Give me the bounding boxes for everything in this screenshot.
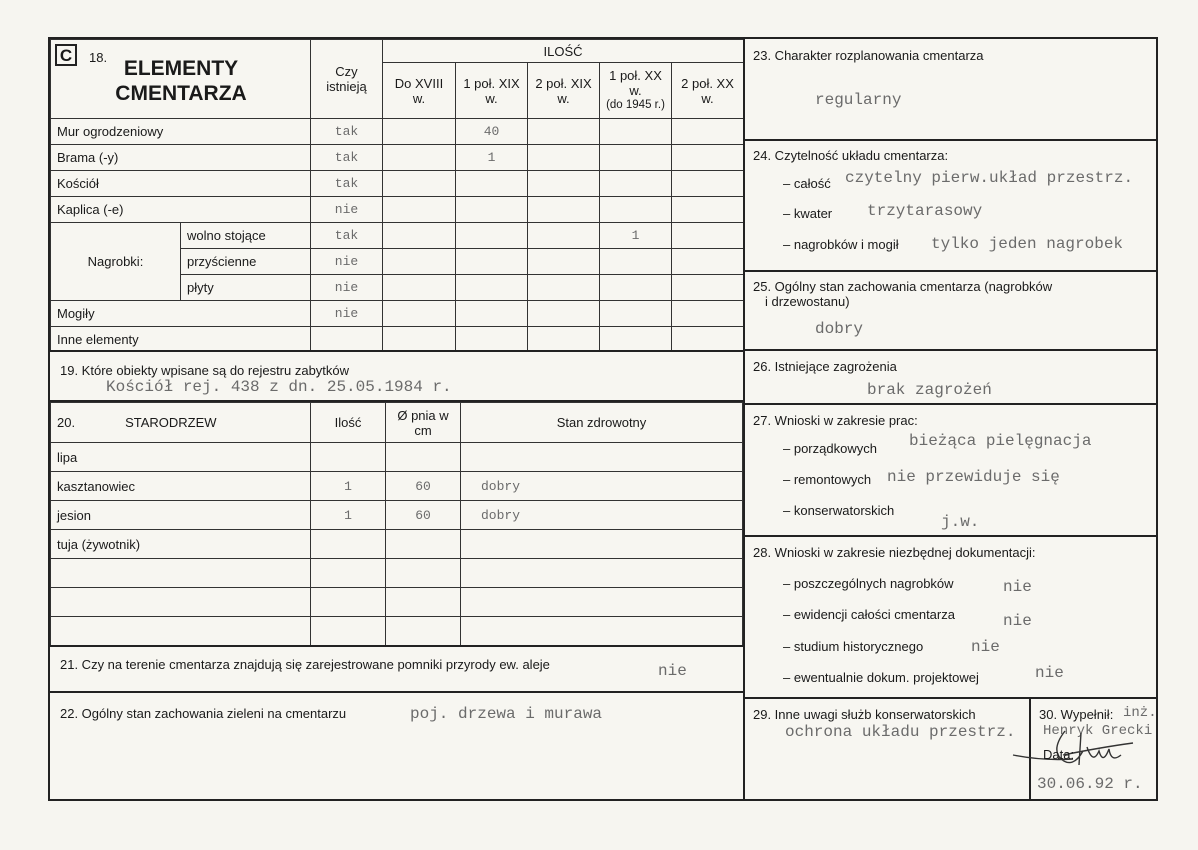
col-health: Stan zdrowotny: [461, 403, 743, 443]
section-24-kwater-label: – kwater: [783, 206, 833, 221]
section-18-title: ELEMENTY CMENTARZA: [115, 57, 247, 105]
tree-count: [311, 443, 386, 472]
element-count: [600, 119, 672, 145]
tree-count: [311, 588, 386, 617]
section-28-item-value: nie: [1003, 578, 1032, 596]
element-row: [51, 327, 744, 353]
section-19-registry: [48, 350, 745, 402]
element-count: [528, 145, 600, 171]
element-row: [51, 301, 744, 327]
section-25-label-2: i drzewostanu): [765, 294, 850, 309]
section-27-remontowych-value: nie przewiduje się: [887, 468, 1060, 486]
element-count: [383, 249, 456, 275]
tree-health: [461, 588, 743, 617]
element-label: Kaplica (-e): [51, 197, 311, 223]
period-2pol-xx: 2 poł. XX w.: [672, 63, 744, 119]
section-24-kwater-value: trzytarasowy: [867, 202, 983, 220]
section-27-remontowych-label: – remontowych: [783, 472, 872, 487]
element-exists: tak: [311, 145, 383, 171]
section-letter-c: C: [55, 44, 77, 66]
section-28-item-value: nie: [1003, 612, 1032, 630]
element-count: [672, 301, 744, 327]
tree-name: [51, 588, 311, 617]
period-do-xviii: Do XVIII w.: [383, 63, 456, 119]
element-count: [456, 249, 528, 275]
trees-table: [50, 402, 743, 646]
element-count: [672, 119, 744, 145]
element-label: przyścienne: [181, 249, 311, 275]
col-trunk-diameter: Ø pnia w cm: [386, 403, 461, 443]
element-count: [383, 197, 456, 223]
section-25-value: dobry: [815, 320, 864, 338]
divider: [745, 270, 1156, 272]
section-24-nagrobkow-label: – nagrobków i mogił: [783, 237, 899, 252]
element-exists: nie: [311, 197, 383, 223]
divider: [745, 349, 1156, 351]
right-column: [743, 37, 1158, 801]
tree-diameter: [386, 530, 461, 559]
section-19-label: 19. Które obiekty wpisane są do rejestru zabytków: [60, 363, 350, 378]
tree-row: [51, 588, 743, 617]
section-21-label: 21. Czy na terenie cmentarza znajdują się zarejestrowane pomniki przyrody ew. aleje: [60, 657, 550, 672]
section-28-item-label: – studium historycznego: [783, 639, 924, 654]
element-count: [528, 171, 600, 197]
section-30-value-1: inż.: [1123, 705, 1157, 721]
tree-count: 1: [311, 472, 386, 501]
element-count: [600, 327, 672, 353]
element-count: [456, 275, 528, 301]
tree-count: [311, 617, 386, 646]
element-count: 1: [600, 223, 672, 249]
element-count: [528, 249, 600, 275]
element-count: [456, 301, 528, 327]
element-exists: tak: [311, 223, 383, 249]
element-row: [51, 223, 744, 249]
element-count: [383, 327, 456, 353]
tree-health: [461, 443, 743, 472]
tree-row: [51, 501, 743, 530]
element-label: Brama (-y): [51, 145, 311, 171]
section-22-greenery: [48, 691, 745, 801]
divider: [745, 403, 1156, 405]
element-count: [528, 119, 600, 145]
tree-diameter: 60: [386, 501, 461, 530]
tree-diameter: [386, 588, 461, 617]
element-count: [383, 171, 456, 197]
section-28-item-value: nie: [1035, 664, 1064, 682]
section-27-konserwatorskich-label: – konserwatorskich: [783, 503, 895, 518]
element-exists: tak: [311, 119, 383, 145]
tree-row: [51, 443, 743, 472]
section-26-label: 26. Istniejące zagrożenia: [753, 359, 897, 374]
section-18-number: 18.: [89, 50, 108, 65]
tree-name: jesion: [51, 501, 311, 530]
element-count: [600, 197, 672, 223]
element-row: [51, 197, 744, 223]
section-23-label: 23. Charakter rozplanowania cmentarza: [753, 48, 984, 63]
elements-table: [50, 39, 744, 353]
divider: [745, 139, 1156, 141]
element-count: [600, 145, 672, 171]
element-exists: [311, 327, 383, 353]
section-26-value: brak zagrożeń: [867, 381, 992, 399]
section-19-value: Kościół rej. 438 z dn. 25.05.1984 r.: [106, 378, 452, 396]
section-30-date-value: 30.06.92 r.: [1037, 775, 1143, 793]
element-label: Mur ogrodzeniowy: [51, 119, 311, 145]
section-24-nagrobkow-value: tylko jeden nagrobek: [931, 235, 1124, 253]
element-count: [672, 223, 744, 249]
element-count: [528, 301, 600, 327]
tree-health: [461, 617, 743, 646]
section-21-value: nie: [658, 662, 687, 680]
element-row: [51, 145, 744, 171]
tree-name: [51, 617, 311, 646]
divider: [745, 535, 1156, 537]
section-27-porzadkowych-label: – porządkowych: [783, 441, 877, 456]
element-exists: nie: [311, 301, 383, 327]
nagrobki-label: Nagrobki:: [51, 223, 181, 301]
section-20-header: 20. STARODRZEW: [51, 403, 311, 443]
col-count-header: ILOŚĆ: [383, 40, 744, 63]
element-count: [456, 171, 528, 197]
element-count: [383, 275, 456, 301]
element-count: 40: [456, 119, 528, 145]
element-count: [600, 301, 672, 327]
element-label: Kościół: [51, 171, 311, 197]
element-count: [600, 275, 672, 301]
tree-count: [311, 530, 386, 559]
element-label: płyty: [181, 275, 311, 301]
element-count: [456, 197, 528, 223]
tree-count: 1: [311, 501, 386, 530]
section-22-label: 22. Ogólny stan zachowania zieleni na cmentarzu: [60, 706, 347, 721]
section-22-value: poj. drzewa i murawa: [410, 705, 603, 723]
section-30-filled-by: [1029, 697, 1158, 801]
section-28-item-label: – poszczególnych nagrobków: [783, 576, 954, 591]
element-count: [600, 171, 672, 197]
section-18-elements: [48, 37, 745, 352]
tree-name: lipa: [51, 443, 311, 472]
section-30-value-2: Henryk Grecki: [1043, 723, 1153, 739]
element-count: [383, 301, 456, 327]
section-29-label: 29. Inne uwagi służb konserwatorskich: [753, 707, 976, 722]
element-count: 1: [456, 145, 528, 171]
element-count: [672, 249, 744, 275]
section-24-calosc-label: – całość: [783, 176, 831, 191]
period-2pol-xix: 2 poł. XIX w.: [528, 63, 600, 119]
section-25-label: 25. Ogólny stan zachowania cmentarza (nagrobków: [753, 279, 1053, 294]
section-27-label: 27. Wnioski w zakresie prac:: [753, 413, 918, 428]
section-24-calosc-value: czytelny pierw.układ przestrz.: [845, 169, 1134, 187]
section-21-natural-monuments: [48, 645, 745, 693]
element-count: [528, 275, 600, 301]
tree-health: dobry: [461, 501, 743, 530]
tree-diameter: [386, 443, 461, 472]
section-27-konserwatorskich-value: j.w.: [941, 513, 980, 531]
tree-row: [51, 472, 743, 501]
element-count: [672, 197, 744, 223]
tree-row: [51, 530, 743, 559]
section-28-item-value: nie: [971, 638, 1000, 656]
period-1pol-xx: 1 poł. XX w. (do 1945 r.): [600, 63, 672, 119]
element-count: [383, 223, 456, 249]
tree-health: [461, 559, 743, 588]
section-28-label: 28. Wnioski w zakresie niezbędnej dokumentacji:: [753, 545, 1036, 560]
tree-name: kasztanowiec: [51, 472, 311, 501]
section-20-old-trees: [48, 400, 745, 647]
col-tree-count: Ilość: [311, 403, 386, 443]
element-count: [383, 119, 456, 145]
col-exists-header: Czy istnieją: [311, 40, 383, 119]
tree-diameter: 60: [386, 472, 461, 501]
period-1pol-xix: 1 poł. XIX w.: [456, 63, 528, 119]
tree-count: [311, 559, 386, 588]
section-28-item-label: – ewidencji całości cmentarza: [783, 607, 955, 622]
section-29-value: ochrona układu przestrz.: [785, 723, 1016, 741]
section-30-date-label: Data:: [1043, 747, 1075, 762]
element-exists: nie: [311, 275, 383, 301]
element-count: [528, 197, 600, 223]
section-23-value: regularny: [815, 91, 902, 109]
element-label: Inne elementy: [51, 327, 311, 353]
element-count: [383, 145, 456, 171]
section-30-label: 30. Wypełnił:: [1039, 707, 1114, 722]
tree-health: [461, 530, 743, 559]
element-count: [528, 327, 600, 353]
element-count: [672, 145, 744, 171]
element-count: [672, 171, 744, 197]
element-count: [456, 223, 528, 249]
element-count: [672, 327, 744, 353]
element-count: [528, 223, 600, 249]
element-count: [600, 249, 672, 275]
tree-health: dobry: [461, 472, 743, 501]
section-24-label: 24. Czytelność układu cmentarza:: [753, 148, 949, 163]
tree-name: [51, 559, 311, 588]
tree-diameter: [386, 559, 461, 588]
element-label: Mogiły: [51, 301, 311, 327]
section-27-porzadkowych-value: bieżąca pielęgnacja: [909, 432, 1092, 450]
element-row: [51, 171, 744, 197]
section-18-header: [51, 40, 311, 119]
section-28-item-label: – ewentualnie dokum. projektowej: [783, 670, 979, 685]
element-exists: nie: [311, 249, 383, 275]
element-count: [456, 327, 528, 353]
element-exists: tak: [311, 171, 383, 197]
element-label: wolno stojące: [181, 223, 311, 249]
element-count: [672, 275, 744, 301]
tree-diameter: [386, 617, 461, 646]
element-row: [51, 119, 744, 145]
tree-row: [51, 559, 743, 588]
tree-row: [51, 617, 743, 646]
tree-name: tuja (żywotnik): [51, 530, 311, 559]
